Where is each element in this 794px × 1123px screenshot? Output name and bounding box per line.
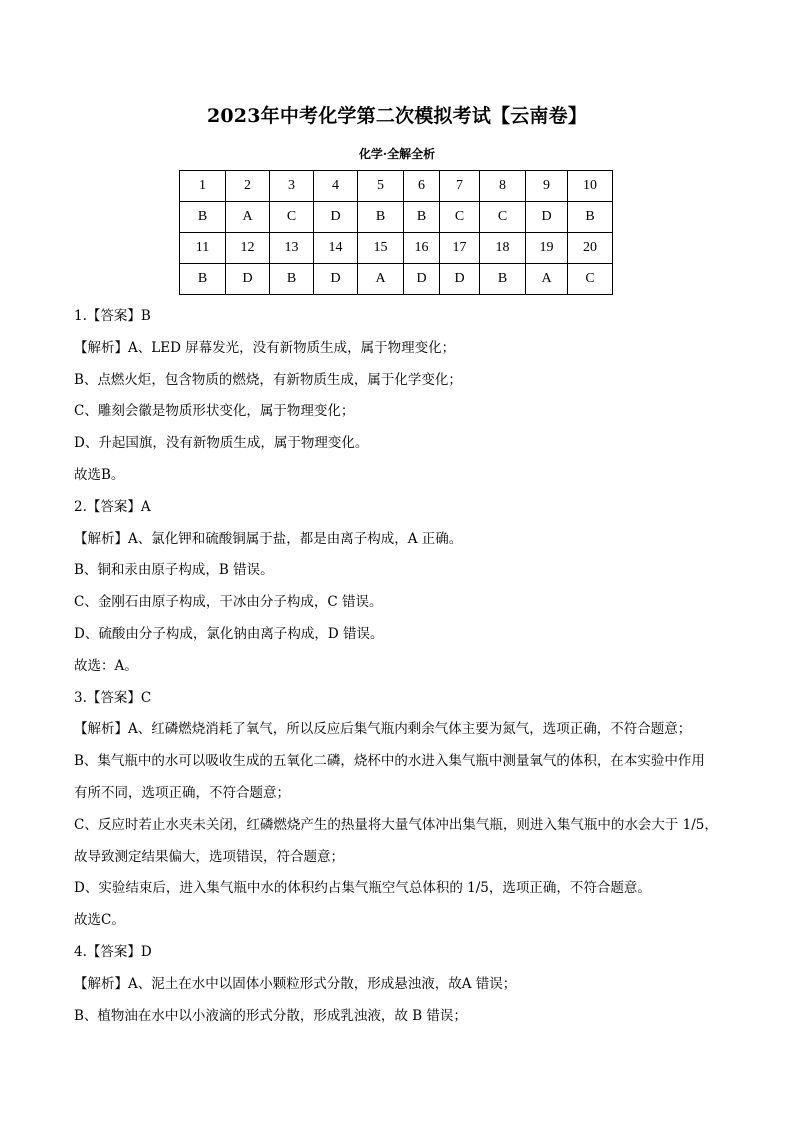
text-line: B、植物油在水中以小液滴的形式分散，形成乳浊液，故 B 错误； bbox=[74, 1007, 467, 1024]
answer-row bbox=[180, 202, 613, 233]
text-line: 4.【答案】D bbox=[74, 943, 152, 960]
answer-cell: D bbox=[314, 202, 358, 233]
text-line: 2.【答案】A bbox=[74, 498, 151, 515]
answer-cell: C bbox=[568, 264, 613, 295]
text-line: 【解析】A、LED 屏幕发光，没有新物质生成，属于物理变化； bbox=[74, 339, 456, 356]
question-number-cell: 5 bbox=[358, 171, 404, 202]
document-title: 2023年中考化学第二次模拟考试【云南卷】 bbox=[206, 105, 588, 127]
text-line: 1.【答案】B bbox=[74, 308, 151, 324]
solution-text bbox=[74, 301, 734, 1032]
text-line: 3.【答案】C bbox=[74, 689, 152, 706]
question-number-cell: 12 bbox=[226, 233, 270, 264]
question-number-cell: 4 bbox=[314, 171, 358, 202]
text-line: C、雕刻会徽是物质形状变化，属于物理变化； bbox=[74, 403, 355, 420]
answer-cell: C bbox=[270, 202, 314, 233]
question-number-cell: 6 bbox=[404, 171, 440, 202]
question-number-cell: 19 bbox=[526, 233, 568, 264]
answer-cell: D bbox=[440, 264, 480, 295]
text-line: D、实验结束后，进入集气瓶中水的体积约占集气瓶空气总体积的 1/5，选项正确，不符合题意。 bbox=[74, 880, 651, 897]
question-number-cell: 11 bbox=[180, 233, 226, 264]
answer-cell: A bbox=[358, 264, 404, 295]
answer-cell: C bbox=[440, 202, 480, 233]
answer-cell: D bbox=[226, 264, 270, 295]
answer-cell: B bbox=[180, 264, 226, 295]
question-number-cell: 16 bbox=[404, 233, 440, 264]
answer-cell: B bbox=[480, 264, 526, 295]
question-number-cell: 7 bbox=[440, 171, 480, 202]
text-line: B、点燃火炬，包含物质的燃烧，有新物质生成，属于化学变化； bbox=[74, 371, 462, 388]
answer-cell: A bbox=[226, 202, 270, 233]
answer-cell: B bbox=[270, 264, 314, 295]
text-line: 【解析】A、泥土在水中以固体小颗粒形式分散，形成悬浊液，故A 错误； bbox=[74, 975, 517, 992]
answer-cell: D bbox=[526, 202, 568, 233]
document-subtitle: 化学·全解全析 bbox=[358, 147, 436, 161]
text-line: D、硫酸由分子构成，氯化钠由离子构成，D 错误。 bbox=[74, 625, 384, 642]
question-number-cell: 18 bbox=[480, 233, 526, 264]
question-number-row bbox=[180, 171, 613, 202]
answer-cell: B bbox=[358, 202, 404, 233]
question-number-cell: 17 bbox=[440, 233, 480, 264]
answer-cell: B bbox=[180, 202, 226, 233]
text-line: 故选C。 bbox=[74, 912, 125, 929]
answer-cell: D bbox=[404, 264, 440, 295]
question-number-cell: 8 bbox=[480, 171, 526, 202]
question-number-cell: 10 bbox=[568, 171, 613, 202]
text-line: 故选B。 bbox=[74, 466, 125, 483]
answer-cell: B bbox=[568, 202, 613, 233]
question-number-cell: 14 bbox=[314, 233, 358, 264]
question-number-cell: 3 bbox=[270, 171, 314, 202]
text-line: C、金刚石由原子构成，干冰由分子构成，C 错误。 bbox=[74, 594, 383, 611]
answer-cell: B bbox=[404, 202, 440, 233]
answer-row bbox=[180, 264, 613, 295]
answer-cell: D bbox=[314, 264, 358, 295]
question-number-cell: 15 bbox=[358, 233, 404, 264]
text-line: 【解析】A、红磷燃烧消耗了氧气，所以反应后集气瓶内剩余气体主要为氮气，选项正确，不符合题意； bbox=[74, 721, 692, 738]
text-line: 【解析】A、氯化钾和硫酸铜属于盐，都是由离子构成，A 正确。 bbox=[74, 530, 463, 547]
question-number-cell: 13 bbox=[270, 233, 314, 264]
text-line: 有所不同，选项正确，不符合题意； bbox=[74, 784, 290, 801]
text-line: C、反应时若止水夹未关闭，红磷燃烧产生的热量将大量气体冲出集气瓶，则进入集气瓶中的水会大于 1/5， bbox=[74, 816, 718, 833]
question-number-cell: 1 bbox=[180, 171, 226, 202]
text-line: 故导致测定结果偏大，选项错误，符合题意； bbox=[74, 848, 344, 865]
answer-table bbox=[179, 170, 613, 295]
question-number-cell: 9 bbox=[526, 171, 568, 202]
text-line: B、集气瓶中的水可以吸收生成的五氧化二磷，烧杯中的水进入集气瓶中测量氧气的体积，在本实验中作用 bbox=[74, 753, 705, 770]
question-number-cell: 2 bbox=[226, 171, 270, 202]
text-line: D、升起国旗，没有新物质生成，属于物理变化。 bbox=[74, 435, 369, 452]
text-line: 故选：A。 bbox=[74, 657, 138, 674]
question-number-row bbox=[180, 233, 613, 264]
answer-cell: A bbox=[526, 264, 568, 295]
answer-cell: C bbox=[480, 202, 526, 233]
question-number-cell: 20 bbox=[568, 233, 613, 264]
text-line: B、铜和汞由原子构成，B 错误。 bbox=[74, 562, 274, 579]
